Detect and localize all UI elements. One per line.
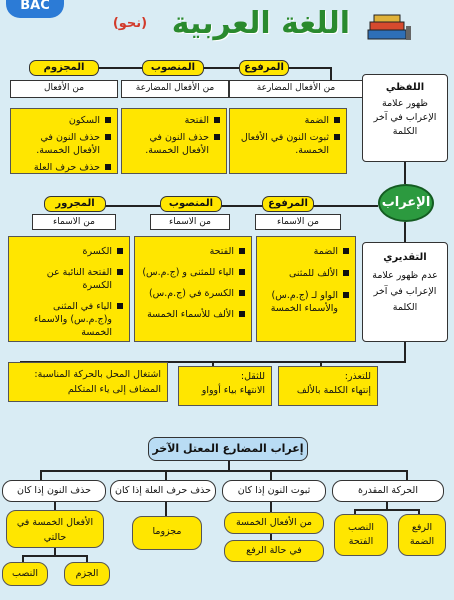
taqdiri-box: التقديري عدم ظهور علامة الإعراب في آخر الكلمة — [362, 242, 448, 342]
bac-badge: BAC — [6, 0, 64, 18]
noun-mansub-sub: من الاسماء — [150, 214, 230, 230]
noun-majrur-header: المجرور — [44, 196, 106, 212]
list-item: الفتحة — [128, 114, 220, 127]
mudari-thubut-title: ثبوت النون إذا كان — [222, 480, 326, 502]
mudari-hadhf-nun-title: حذف النون إذا كان — [2, 480, 106, 502]
noun-majrur-sub: من الاسماء — [32, 214, 116, 230]
noun-majrur-list — [8, 236, 130, 342]
thiql-box: للثقل: الانتهاء بياء أوواو — [178, 366, 272, 406]
mudari-thubut-b: في حالة الرفع — [224, 540, 324, 562]
list-item: الكسرة — [15, 245, 123, 258]
list-item: الواو لـ (ج.م.س) والأسماء الخمسة — [263, 289, 349, 315]
mudari-title: إعراب المضارع المعتل الآخر — [148, 437, 308, 461]
mudari-nasb-nun-box: النصب — [2, 562, 48, 586]
verb-majzum-sub: من الأفعال — [10, 80, 118, 98]
noun-marfu-list — [256, 236, 356, 342]
verb-mansub-sub: من الأفعال المضارعة — [121, 80, 229, 98]
list-item: الألف للمثنى — [263, 267, 349, 280]
mudari-jazm-box: الجزم — [64, 562, 110, 586]
noun-mansub-list — [134, 236, 252, 342]
list-item: حذف النون في الأفعال الخمسة. — [17, 131, 111, 157]
list-item: الفتحة — [141, 245, 245, 258]
list-item: الياء في المثنى و(ج.م.س) والاسماء الخمسة — [15, 300, 123, 339]
mudari-nasb-box: النصب الفتحة — [334, 514, 388, 556]
verb-marfu-sub: من الأفعال المضارعة — [229, 80, 363, 98]
noun-mansub-header: المنصوب — [160, 196, 222, 212]
mudari-raf-box: الرفع الضمة — [398, 514, 446, 556]
ishtighal-box: اشتغال المحل بالحركة المناسبة: المضاف إلى ياء المتكلم — [8, 362, 168, 402]
verb-majzum-header: المجزوم — [29, 60, 99, 76]
verb-marfu-header: المرفوع — [239, 60, 289, 76]
taadhur-box: للتعذر: إنتهاء الكلمة بالألف — [278, 366, 378, 406]
list-item: حذف النون في الأفعال الخمسة. — [128, 131, 220, 157]
noun-marfu-header: المرفوع — [262, 196, 314, 212]
verb-majzum-list — [10, 108, 118, 174]
list-item: الكسرة في (ج.م.س) — [141, 287, 245, 300]
verb-mansub-header: المنصوب — [142, 60, 204, 76]
list-item: الألف للأسماء الخمسة — [141, 308, 245, 321]
mudari-hadhf-illa-title: حذف حرف العلة إذا كان — [110, 480, 216, 502]
list-item: حذف حرف العلة — [17, 161, 111, 174]
page-title: اللغة العربية — [171, 6, 350, 41]
verb-marfu-list — [229, 108, 347, 174]
mudari-hadhf-illa-a: مجزوما — [132, 516, 202, 550]
irab-node: الإعراب — [378, 184, 434, 222]
verb-mansub-list — [121, 108, 227, 174]
list-item: الياء للمثنى و (ج.م.س) — [141, 266, 245, 279]
list-item: ثبوت النون في الأفعال الخمسة. — [236, 131, 340, 157]
list-item: الضمة — [263, 245, 349, 258]
mudari-hadhf-nun-a: الأفعال الخمسة في حالتي — [6, 510, 104, 548]
mudari-haraka-title: الحركة المقدرة — [332, 480, 444, 502]
lafdhi-box: اللفظي ظهور علامة الإعراب في آخر الكلمة — [362, 74, 448, 162]
mudari-thubut-a: من الأفعال الخمسة — [224, 512, 324, 534]
list-item: الفتحة النائبة عن الكسرة — [15, 266, 123, 292]
page-subtitle: (نحو) — [112, 16, 148, 31]
books-icon — [366, 12, 414, 44]
noun-marfu-sub: من الاسماء — [255, 214, 341, 230]
list-item: الضمة — [236, 114, 340, 127]
list-item: السكون — [17, 114, 111, 127]
